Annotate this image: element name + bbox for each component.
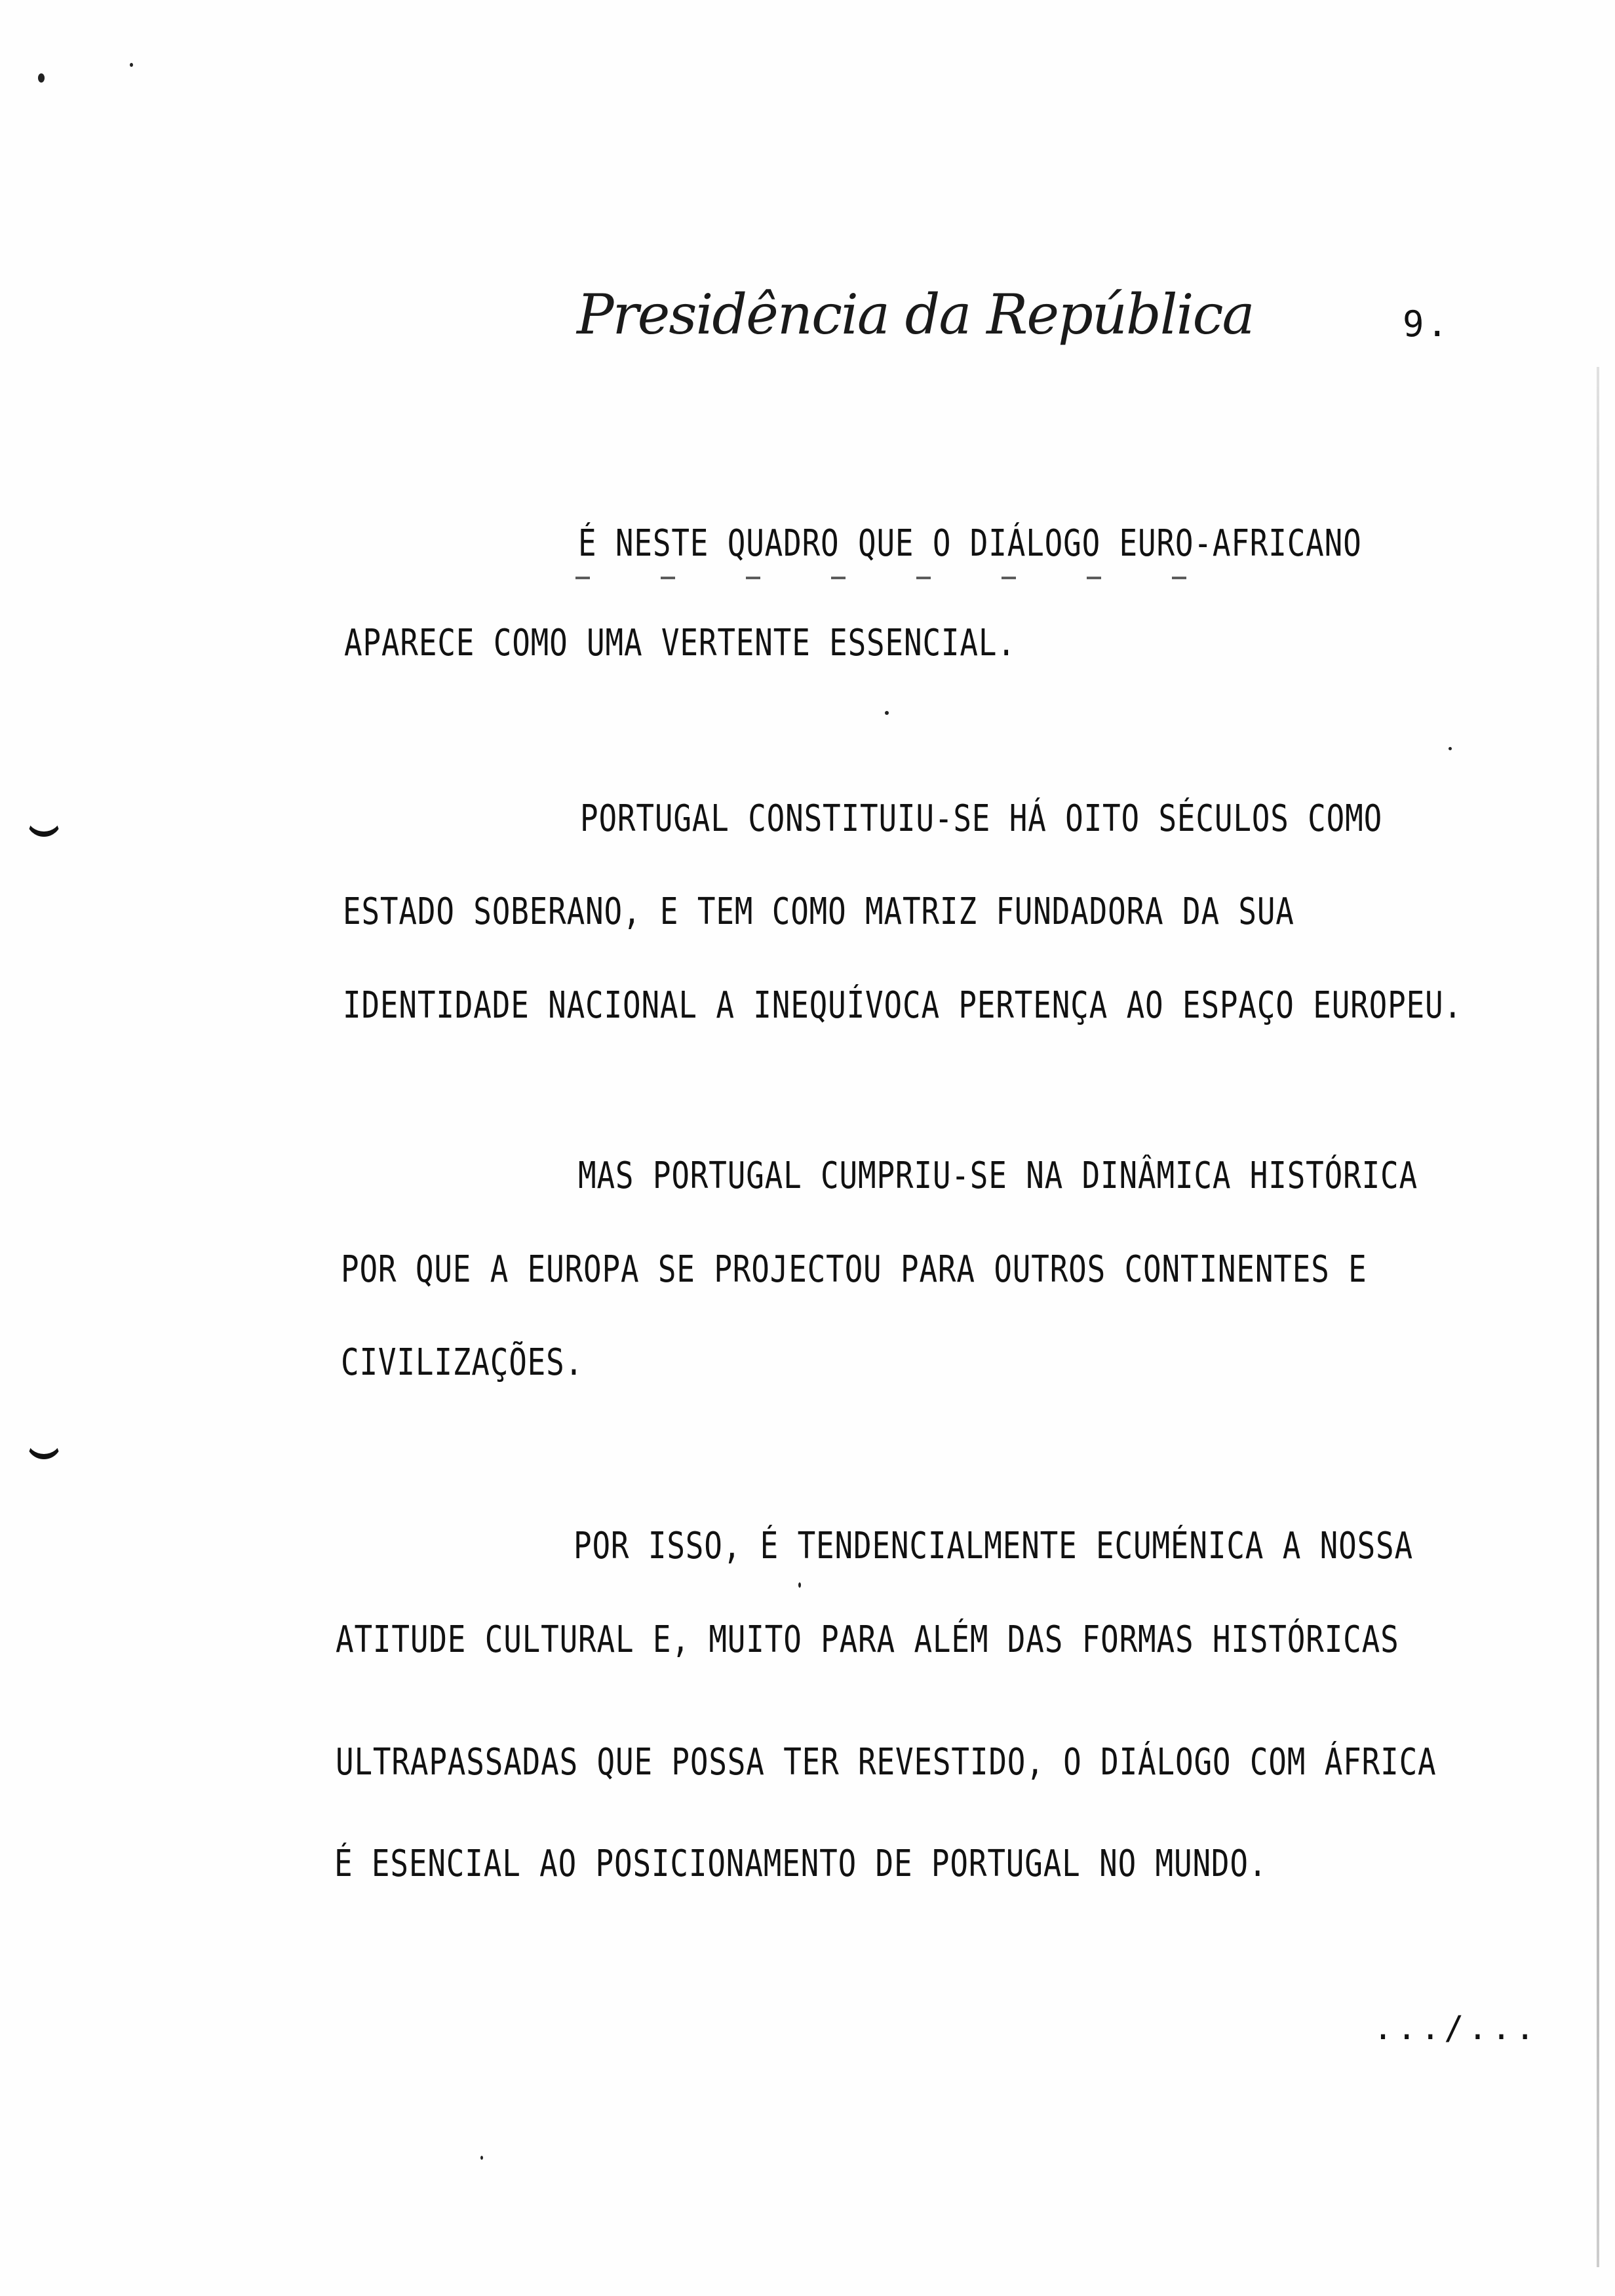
paragraph-1-line-1: É NESTE QUADRO QUE O DIÁLOGO EURO-AFRICANO — [578, 522, 1362, 565]
paragraph-3-line-1: MAS PORTUGAL CUMPRIU-SE NA DINÂMICA HISTÓRICA — [578, 1155, 1418, 1197]
paragraph-4-line-1: POR ISSO, É TENDENCIALMENTE ECUMÉNICA A NOSSA — [574, 1525, 1413, 1567]
paragraph-1-line-2: APARECE COMO UMA VERTENTE ESSENCIAL. — [344, 622, 1016, 664]
paragraph-3-line-3: CIVILIZAÇÕES. — [341, 1341, 584, 1384]
scan-speck — [480, 2156, 483, 2160]
punch-hole-mark — [26, 816, 62, 837]
letterhead-title: Presidência da República — [577, 282, 1254, 347]
punch-hole-mark — [26, 1438, 62, 1459]
page-number: 9. — [1403, 303, 1451, 345]
page-edge-shadow — [1597, 367, 1599, 2267]
scan-speck — [130, 63, 133, 67]
scan-speck — [38, 73, 45, 83]
paragraph-4-line-3: ULTRAPASSADAS QUE POSSA TER REVESTIDO, O DIÁLOGO COM ÁFRICA — [336, 1741, 1437, 1784]
paragraph-4-line-2: ATITUDE CULTURAL E, MUITO PARA ALÉM DAS FORMAS HISTÓRICAS — [336, 1618, 1399, 1661]
paragraph-2-line-1: PORTUGAL CONSTITUIU-SE HÁ OITO SÉCULOS COMO — [580, 797, 1383, 840]
paragraph-2-line-2: ESTADO SOBERANO, E TEM COMO MATRIZ FUNDADORA DA SUA — [343, 890, 1294, 933]
paragraph-2-line-3: IDENTIDADE NACIONAL A INEQUÍVOCA PERTENÇA AO ESPAÇO EUROPEU. — [343, 984, 1462, 1027]
underline-marks — [575, 577, 1237, 579]
scan-speck — [885, 711, 889, 715]
scan-speck — [1449, 747, 1452, 750]
paragraph-3-line-2: POR QUE A EUROPA SE PROJECTOU PARA OUTROS CONTINENTES E — [341, 1248, 1367, 1291]
continuation-mark: .../... — [1373, 2009, 1539, 2047]
paragraph-4-line-4: É ESENCIAL AO POSICIONAMENTO DE PORTUGAL NO MUNDO. — [334, 1843, 1268, 1885]
scan-speck — [798, 1582, 801, 1588]
